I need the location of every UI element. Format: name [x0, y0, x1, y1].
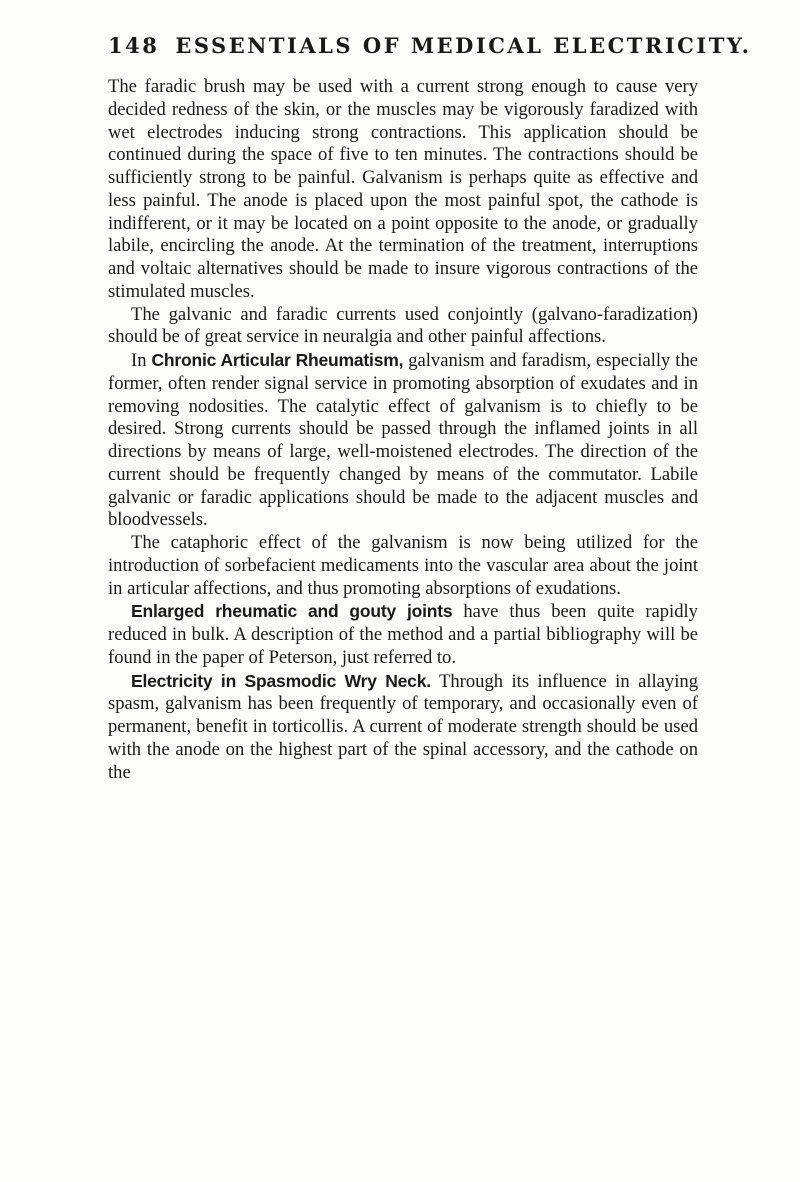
paragraph-text: have thus been quite rapidly reduced in bulk. A description of the method and a partial bibliography will be found in the paper of Peterson, just referred to. [108, 601, 698, 668]
paragraph-text: The cataphoric effect of the galvanism is now being utilized for the introduction of sorbefacient medicaments into the vascular area about the joint in articular affections, and thus promoting absorptions of exudations. [108, 532, 698, 599]
paragraph-wry-neck [108, 670, 698, 785]
body-text [108, 76, 698, 784]
paragraph-chronic-rheumatism [108, 349, 698, 532]
paragraph-galvano-faradization [108, 304, 698, 350]
paragraph-faradic-brush [108, 76, 698, 304]
paragraph-text: The faradic brush may be used with a current strong enough to cause very decided redness of the skin, or the muscles may be vigorously faradized with wet electrodes inducing strong contractions. This application should be continued during the space of five to ten minutes. The contractions should be sufficiently strong to be painful. Galvanism is perhaps quite as effective and less painful. The anode is placed upon the most painful spot, the cathode is indifferent, or it may be located on a point opposite to the anode, or gradually labile, encircling the anode. At the termination of the treatment, interruptions and voltaic alternatives should be made to insure vigorous contractions of the stimulated muscles. [108, 76, 698, 302]
section-heading-spasmodic-wry-neck: Electricity in Spasmodic Wry Neck. [131, 670, 431, 691]
paragraph-text: galvanism and faradism, especially the former, often render signal service in promoting absorption of exudates and in removing nodosities. The catalytic effect of galvanism is to chiefly to be desired. Strong currents should be passed through the inflamed joints in all directions by means of large, well-moistened electrodes. The direction of the current should be frequently changed by means of the commutator. Labile galvanic or faradic applications should be made to the adjacent muscles and bloodvessels. [108, 350, 698, 531]
page-number: 148 [108, 33, 160, 58]
paragraph-text: Through its influence in allaying spasm, galvanism has been frequently of temporary, and occasionally even of permanent, benefit in torticollis. A current of moderate strength should be used with the anode on the highest part of the spinal accessory, and the cathode on the [108, 670, 698, 783]
running-title: ESSENTIALS OF MEDICAL ELECTRICITY. [175, 33, 752, 58]
section-heading-enlarged-joints: Enlarged rheumatic and gouty joints [131, 601, 453, 622]
section-heading-chronic-articular-rheumatism: Chronic Articular Rheumatism, [151, 350, 404, 370]
paragraph-cataphoric-effect [108, 532, 698, 600]
paragraph-enlarged-joints [108, 600, 698, 669]
paragraph-prefix: In [131, 350, 152, 371]
running-header [108, 33, 752, 58]
paragraph-text: The galvanic and faradic currents used conjointly (galvano-faradization) should be of great service in neuralgia and other painful affections. [108, 303, 698, 348]
